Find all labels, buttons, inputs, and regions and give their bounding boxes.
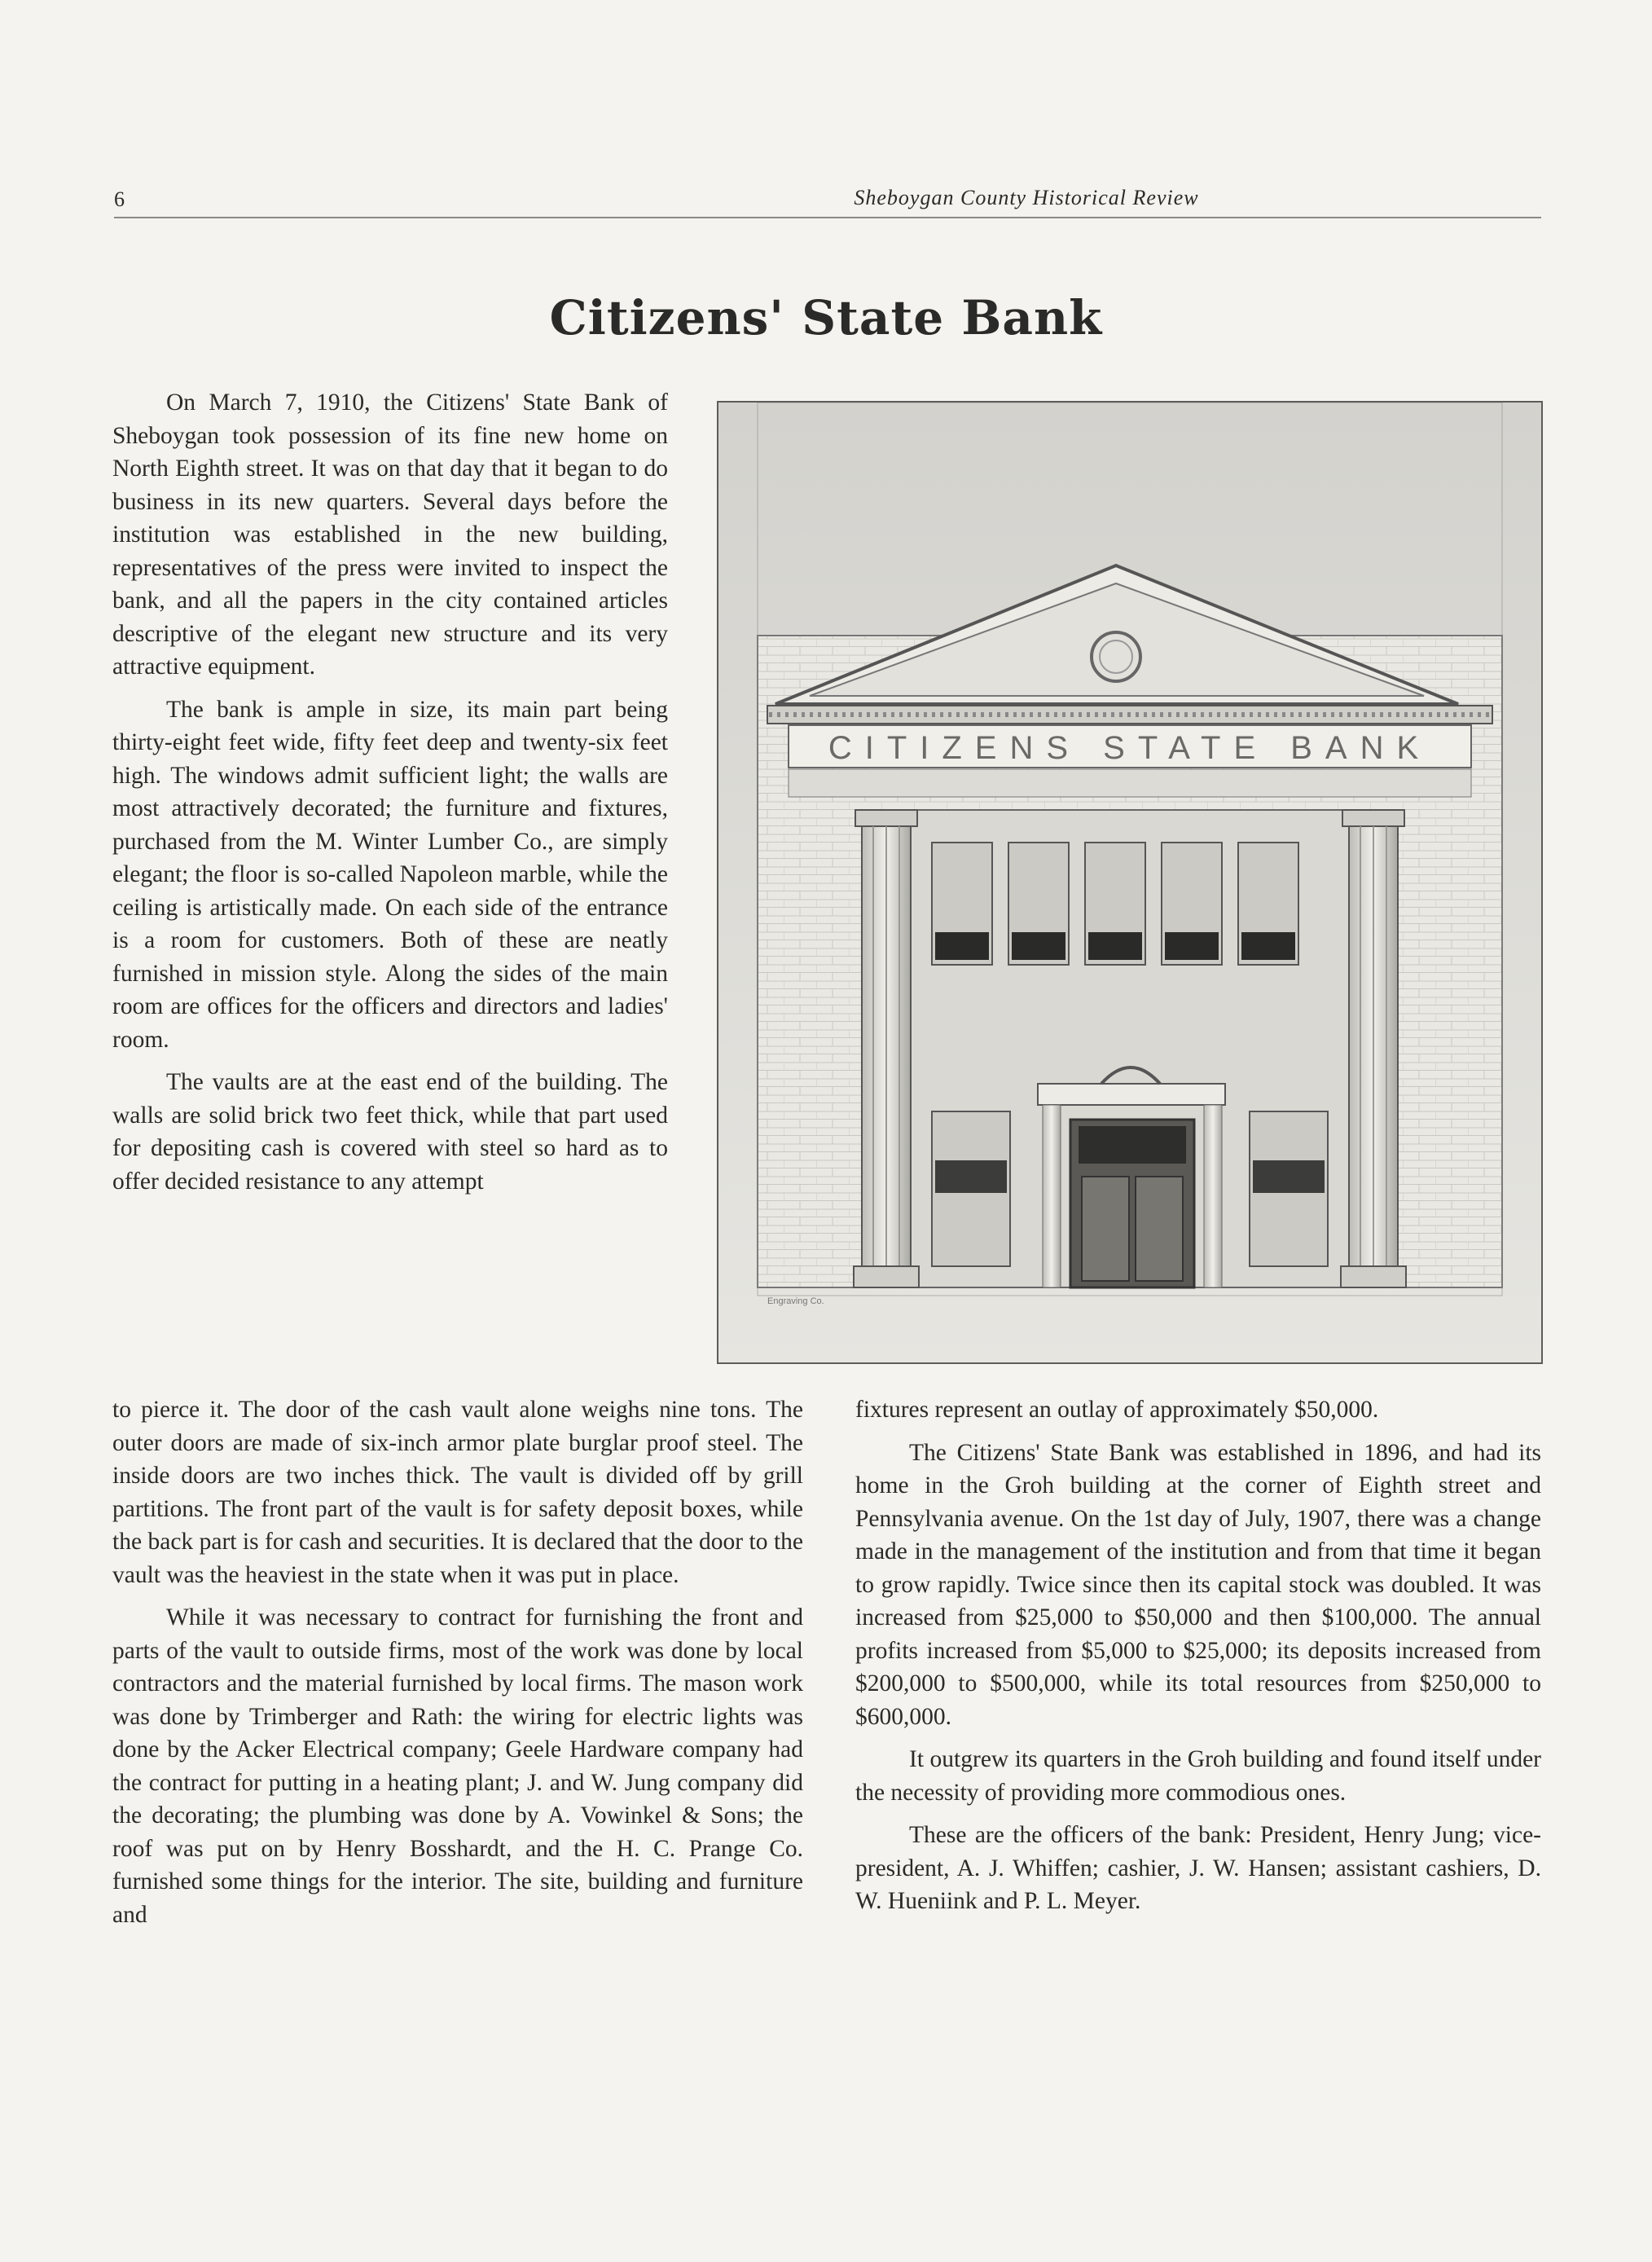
paragraph: It outgrew its quarters in the Groh building and found itself under the necessity of providing more commodious ones. [855,1746,1541,1806]
upper-windows [932,843,1298,965]
article-title: Citizens' State Bank [549,290,1103,345]
paragraph: On March 7, 1910, the Citizens' State Bank of Sheboygan took possession of its fine new home on North Eighth street. It was on that day that it began to do business in its new quarters. Several days before the institution was established in the new building, representatives of the press were invited to inspect the bank, and all the papers in the city contained articles descriptive of the elegant new structure and its very attractive equipment. [112,389,668,680]
engraver-credit: Engraving Co. [767,1296,824,1306]
paragraph: The vaults are at the east end of the building. The walls are solid brick two feet thick, while that part used for depositing cash is covered with steel so hard as to offer decided resistance to any attempt [112,1069,668,1195]
header-divider [114,217,1541,218]
left-column [112,386,668,1208]
paragraph: These are the officers of the bank: President, Henry Jung; vice-president, A. J. Whiffen; cashier, J. W. Hansen; assistant cashiers, D. W. Hueniink and P. L. Meyer. [855,1822,1541,1914]
page-number: 6 [114,187,125,211]
bottom-left-column [112,1393,803,1941]
bank-building-illustration [717,401,1543,1364]
running-head: Sheboygan County Historical Review [854,186,1199,209]
paragraph: to pierce it. The door of the cash vault alone weighs nine tons. The outer doors are made of six-inch armor plate burglar proof steel. The inside doors are two inches thick. The vault is divided off by grill partitions. The front part of the vault is for safety deposit boxes, while the back part is for cash and securities. It is declared that the door to the vault was the heaviest in the state when it was put in place. [112,1397,803,1588]
bank-facade-drawing [718,403,1541,1362]
paragraph: While it was necessary to contract for furnishing the front and parts of the vault to outside firms, most of the work was done by local contractors and the material furnished by local firms. The mason work was done by Trimberger and Rath: the wiring for electric lights was done by the Acker Electrical company; Geele Hardware company had the contract for putting in a heating plant; J. and W. Jung company did the decorating; the plumbing was done by A. Vowinkel & Sons; the roof was put on by Henry Bosshardt, and the H. C. Prange Co. furnished some things for the interior. The site, building and furniture and [112,1604,803,1928]
paragraph: The Citizens' State Bank was established in 1896, and had its home in the Groh building at the corner of Eighth street and Pennsylvania avenue. On the 1st day of July, 1907, there was a change made in the management of the institution and from that time it began to grow rapidly. Twice since then its capital stock was doubled. It was increased from $25,000 to $50,000 and then $100,000. The annual profits increased from $5,000 to $25,000; its deposits increased from $200,000 to $500,000, while its total resources from $250,000 to $600,000. [855,1439,1541,1730]
paragraph: The bank is ample in size, its main part being thirty-eight feet wide, fifty feet deep and twenty-six feet high. The windows admit sufficient light; the walls are most attractively decorated; the furniture and fixtures, purchased from the M. Winter Lumber Co., are simply elegant; the floor is so-called Napoleon marble, while the ceiling is artistically made. On each side of the entrance is a room for customers. Both of these are neatly furnished in mission style. Along the sides of the main room are offices for the officers and directors and ladies' room. [112,696,668,1053]
right-column [855,1393,1541,1928]
right-column-pillar [1341,810,1406,1287]
facade-lettering: CITIZENS STATE BANK [828,730,1432,766]
left-column-pillar [854,810,919,1287]
paragraph: fixtures represent an outlay of approximately $50,000. [855,1397,1379,1423]
